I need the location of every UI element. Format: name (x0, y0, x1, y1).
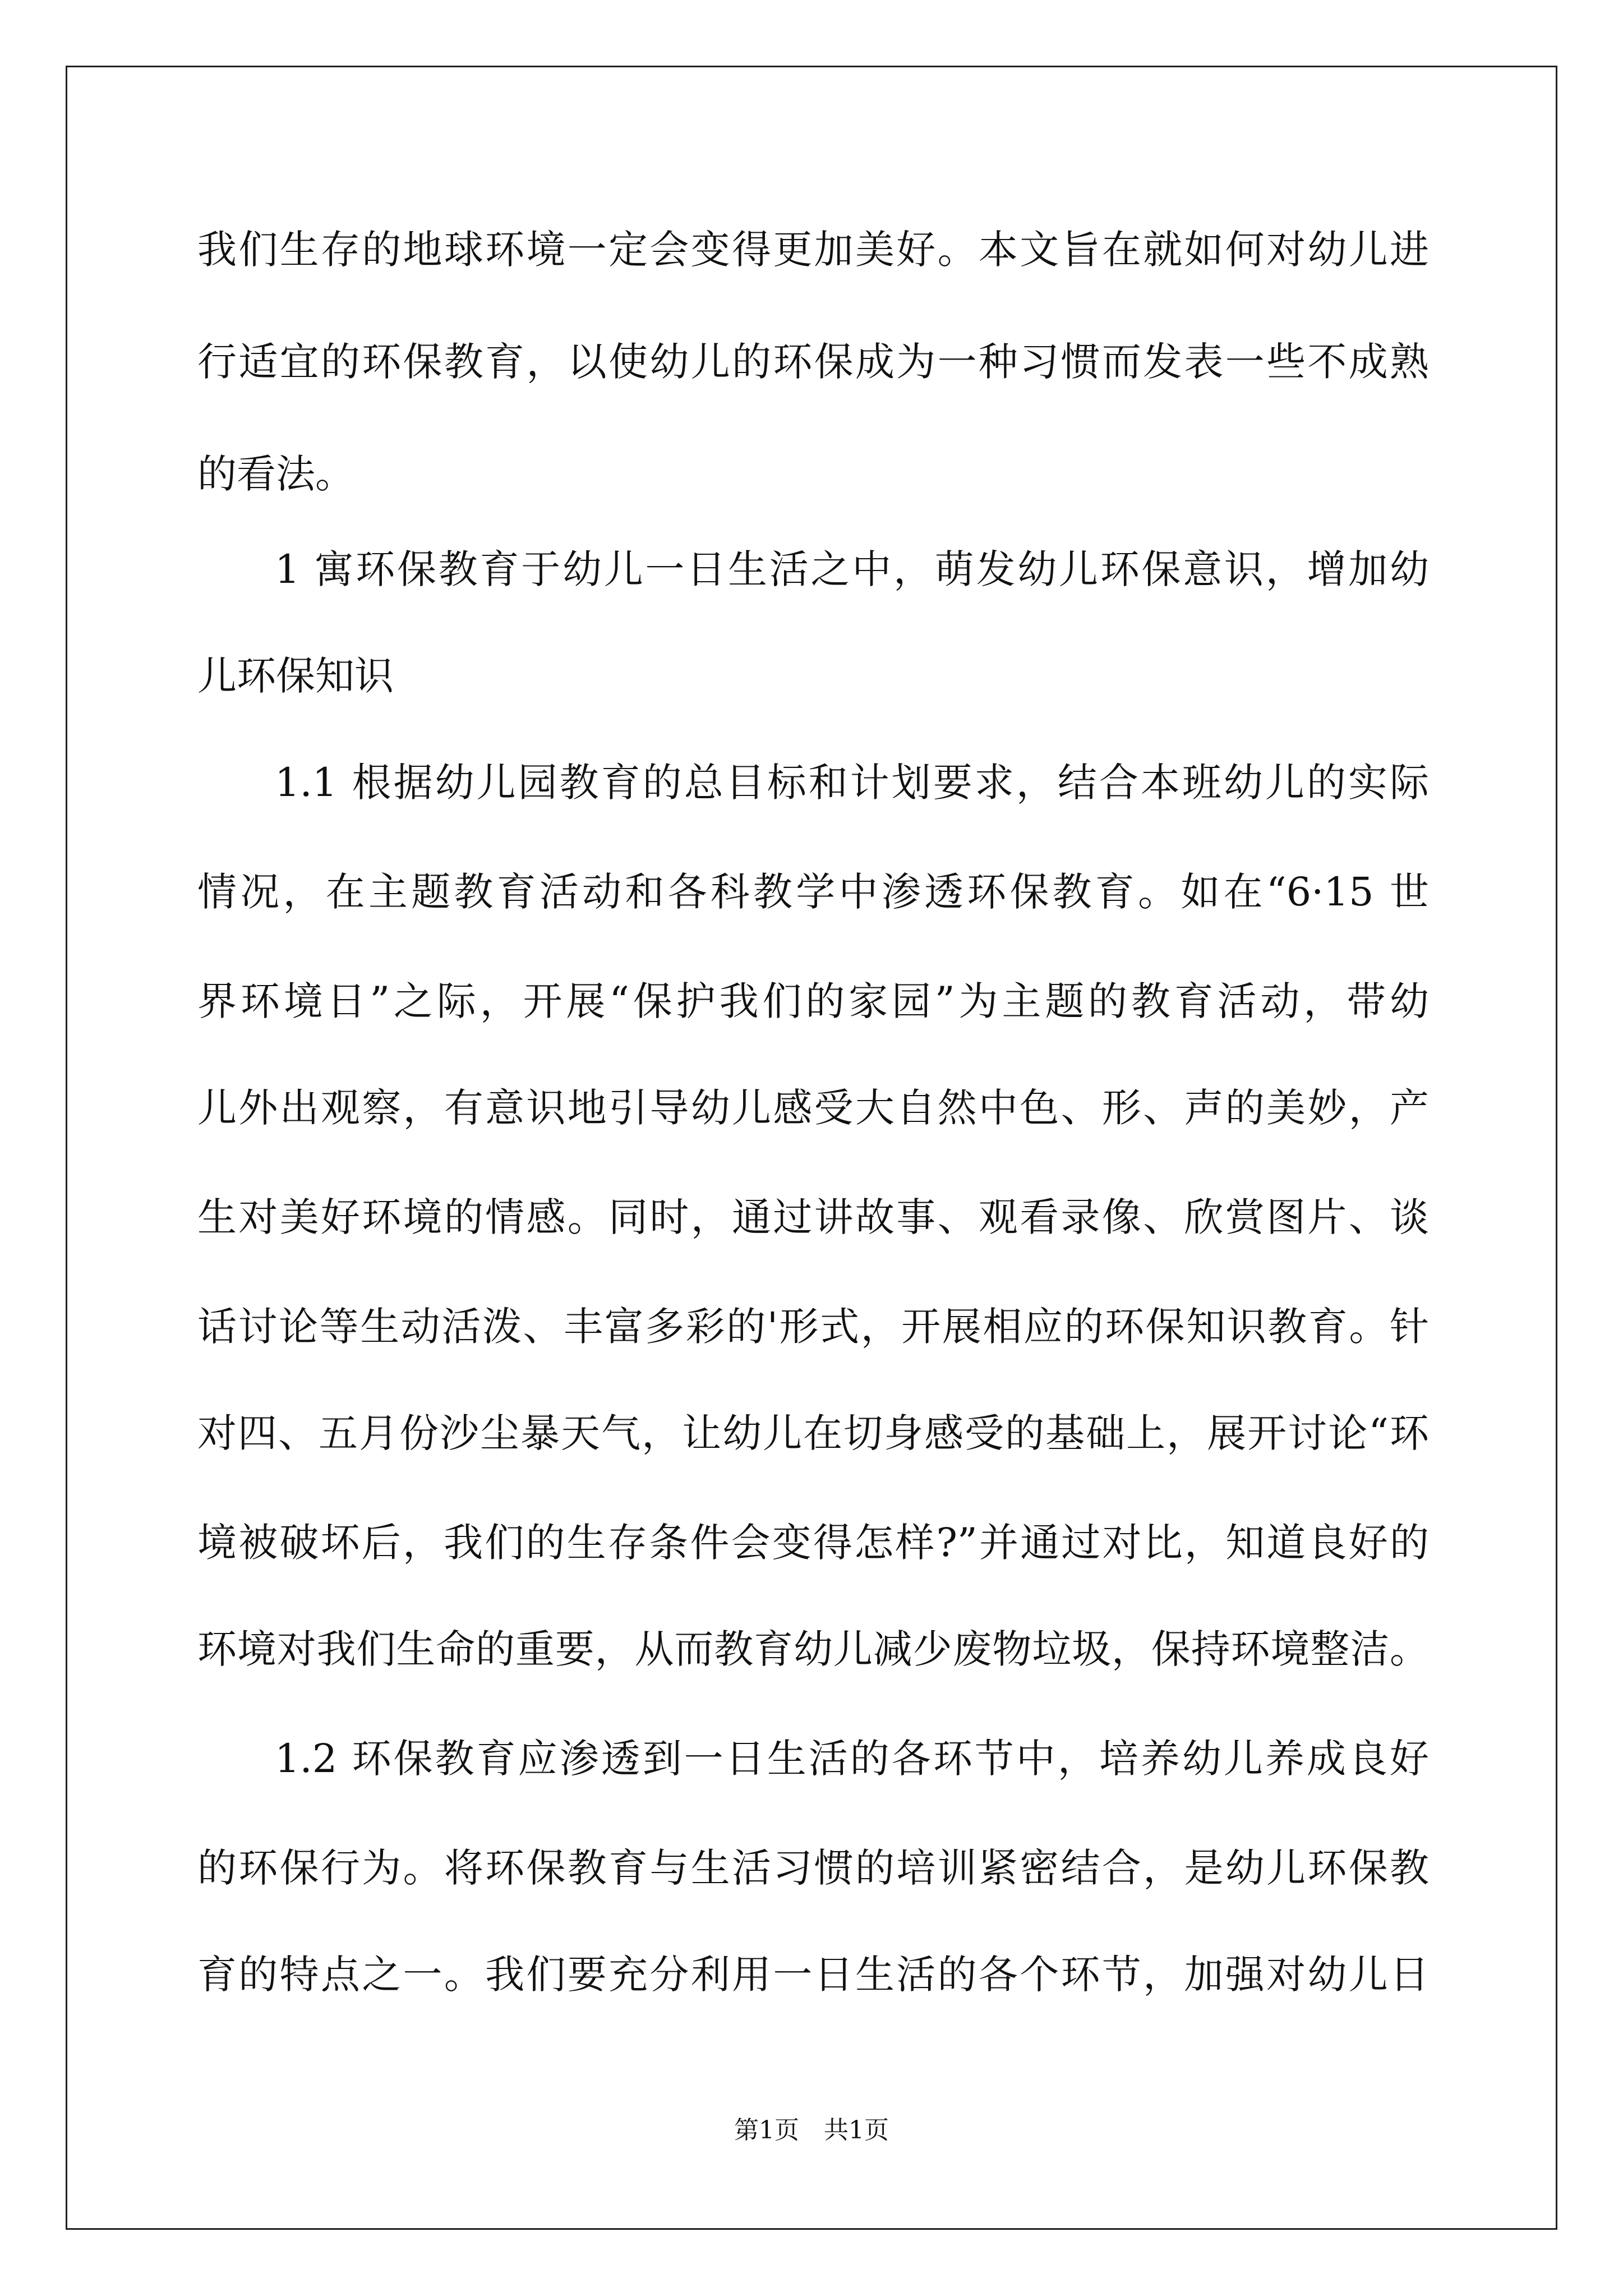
page-footer: 第1页 共1页 (734, 2116, 889, 2145)
section-heading-line: 儿环保知识 (197, 653, 394, 699)
body-text-line: 环境对我们生命的重要，从而教育幼儿减少废物垃圾，保持环境整洁。 (197, 1627, 1429, 1672)
body-text-line: 境被破坏后，我们的生存条件会变得怎样?”并通过对比，知道良好的 (197, 1520, 1429, 1565)
body-text-line: 话讨论等生动活泼、丰富多彩的'形式，开展相应的环保知识教育。针 (197, 1304, 1429, 1349)
body-text-line: 1.2 环保教育应渗透到一日生活的各环节中，培养幼儿养成良好 (275, 1736, 1429, 1781)
body-text-line: 的环保行为。将环保教育与生活习惯的培训紧密结合，是幼儿环保教 (197, 1846, 1429, 1890)
body-text-line: 行适宜的环保教育，以使幼儿的环保成为一种习惯而发表一些不成熟 (197, 339, 1429, 384)
body-text-line: 对四、五月份沙尘暴天气，让幼儿在切身感受的基础上，展开讨论“环 (197, 1411, 1429, 1456)
body-text-line: 界环境日”之际，开展“保护我们的家园”为主题的教育活动，带幼 (197, 979, 1429, 1024)
page-border (66, 66, 1557, 2230)
body-text-line: 我们生存的地球环境一定会变得更加美好。本文旨在就如何对幼儿进 (197, 227, 1429, 272)
body-text-line: 育的特点之一。我们要充分利用一日生活的各个环节，加强对幼儿日 (197, 1952, 1429, 1997)
body-text-line: 生对美好环境的情感。同时，通过讲故事、观看录像、欣赏图片、谈 (197, 1195, 1429, 1240)
body-text-line: 儿外出观察，有意识地引导幼儿感受大自然中色、形、声的美妙，产 (197, 1085, 1429, 1130)
section-heading-line: 1 寓环保教育于幼儿一日生活之中，萌发幼儿环保意识，增加幼 (275, 547, 1429, 592)
body-text-line: 情况，在主题教育活动和各科教学中渗透环保教育。如在“6·15 世 (197, 869, 1429, 914)
body-text-line: 的看法。 (197, 451, 354, 497)
body-text-line: 1.1 根据幼儿园教育的总目标和计划要求，结合本班幼儿的实际 (275, 760, 1429, 805)
